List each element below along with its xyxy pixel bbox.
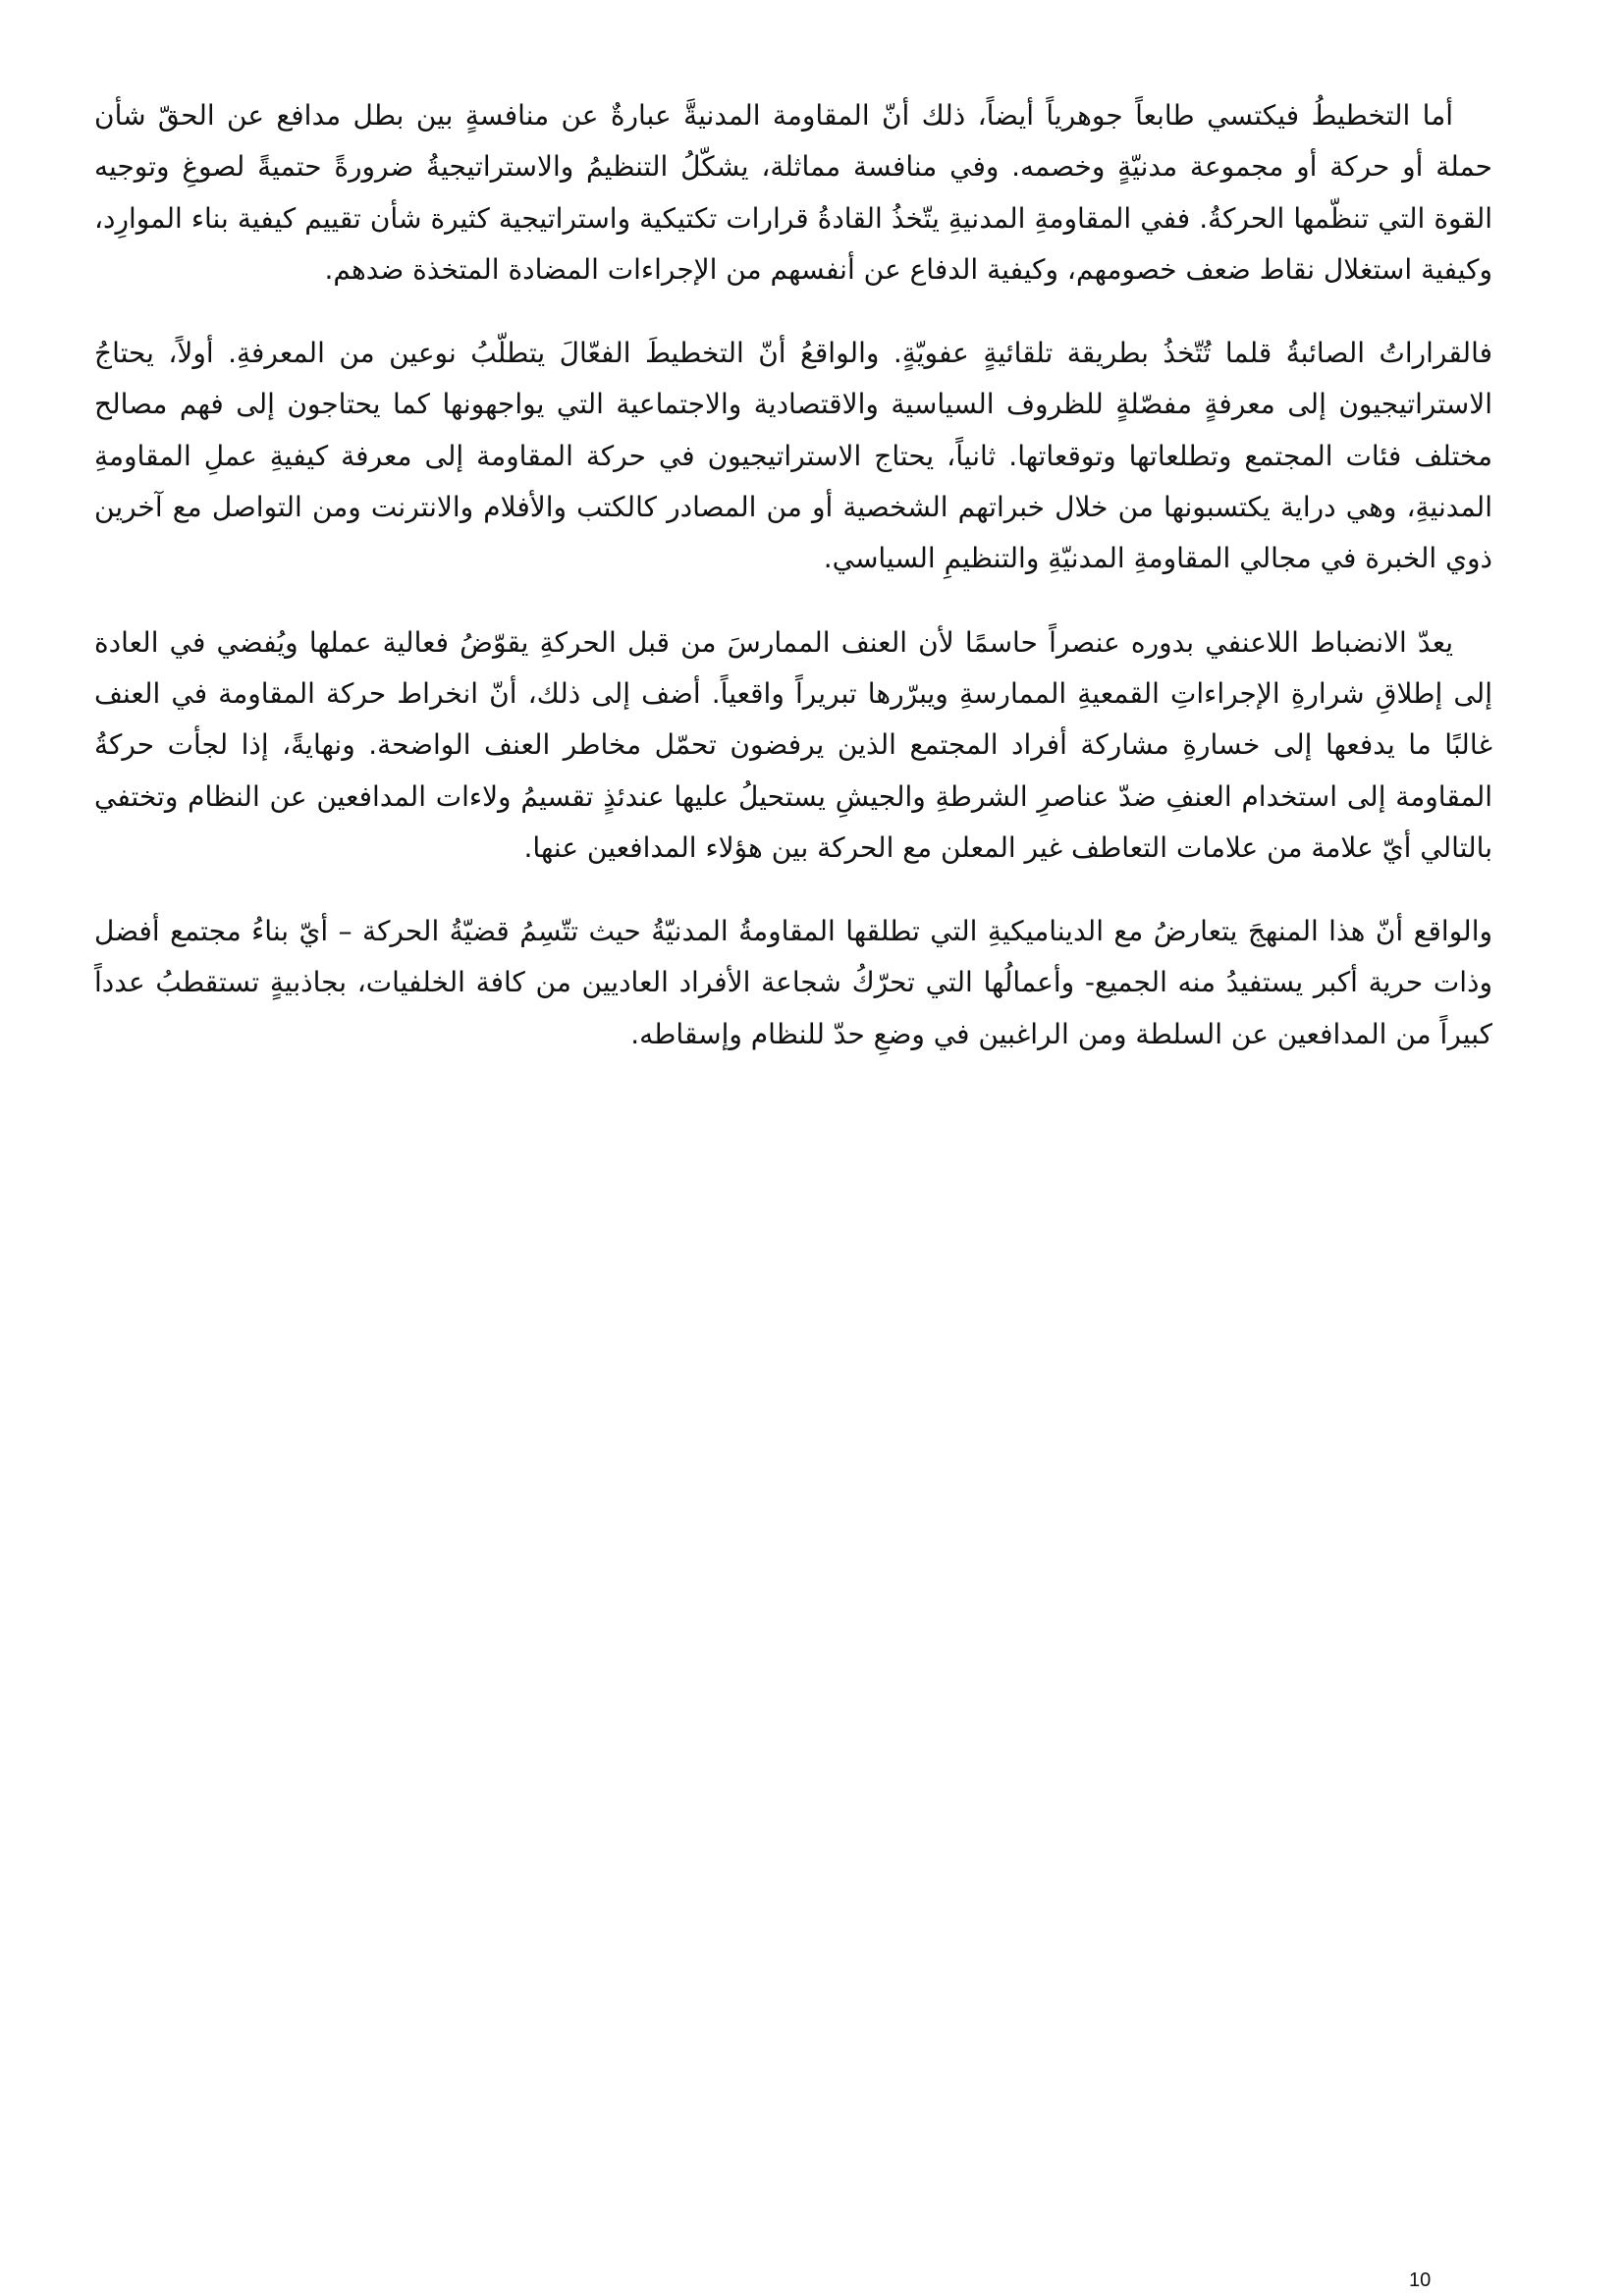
paragraph-planning: أما التخطيطُ فيكتسي طابعاً جوهرياً أيضاً، ذلك أنّ المقاومة المدنيةَّ عبارةٌ عن منافسةٍ بين بطل مدافع عن الحقّ شأن حملة أو حركة أو مجموعة مدنيّةٍ وخصمه. وفي منافسة مماثلة، يشكّلُ التنظيمُ والاستراتيجيةُ ضرورةً حتميةً لصوغِ وتوجيه القوة التي تنظّمها الحركةُ. ففي المقاومةِ المدنيةِ يتّخذُ القادةُ قرارات تكتيكية واستراتيجية كثيرة شأن تقييم كيفية بناء الموارِد، وكيفية استغلال نقاط ضعف خصومهم، وكيفية الدفاع عن أنفسهم من الإجراءات المضادة المتخذة ضدهم.	[94, 99, 1492, 286]
paragraph-nonviolent-discipline: يعدّ الانضباط اللاعنفي بدوره عنصراً حاسمًا لأن العنف الممارسَ من قبل الحركةِ يقوّضُ فعالية عملها ويُفضي في العادة إلى إطلاقِ شرارةِ الإجراءاتِ القمعيةِ الممارسةِ ويبرّرها تبريراً واقعياً. أضف إلى ذلك، أنّ انخراط حركة المقاومة في العنف غالبًا ما يدفعها إلى خسارةِ مشاركة أفراد المجتمع الذين يرفضون تحمّل مخاطر العنف الواضحة. ونهايةً، إذا لجأت حركةُ المقاومة إلى استخدام العنفِ ضدّ عناصرِ الشرطةِ والجيشِ يستحيلُ عليها عندئذٍ تقسيمُ ولاءات المدافعين عن النظام وتختفي بالتالي أيّ علامة من علامات التعاطف غير المعلن مع الحركة بين هؤلاء المدافعين عنها.	[94, 625, 1492, 864]
body-text	[94, 90, 1492, 1093]
paragraph-decisions: فالقراراتُ الصائبةُ قلما تُتّخذُ بطريقة تلقائيةٍ عفويّةٍ. والواقعُ أنّ التخطيطَ الفعّالَ يتطلّبُ نوعين من المعرفةِ. أولاً، يحتاجُ الاستراتيجيون إلى معرفةٍ مفصّلةٍ للظروف السياسية والاقتصادية والاجتماعية التي يواجهونها كما يحتاجون إلى فهم مصالح مختلف فئات المجتمع وتطلعاتها وتوقعاتها. ثانياً، يحتاج الاستراتيجيون في حركة المقاومة إلى معرفة كيفيةِ عملِ المقاومةِ المدنيةِ، وهي دراية يكتسبونها من خلال خبراتهم الشخصية أو من المصادر كالكتب والأفلام والانترنت ومن التواصل مع آخرين ذوي الخبرة في مجالي المقاومةِ المدنيّةِ والتنظيمِ السياسي.	[94, 337, 1492, 575]
page-number: 10	[1409, 2269, 1432, 2291]
paragraph-conclusion: والواقع أنّ هذا المنهجَ يتعارضُ مع الديناميكيةِ التي تطلقها المقاومةُ المدنيّةُ حيث تتّسِمُ قضيّةُ الحركة – أيّ بناءُ مجتمع أفضل وذات حرية أكبر يستفيدُ منه الجميع- وأعمالُها التي تحرّكُ شجاعة الأفراد العاديين من كافة الخلفيات، بجاذبيةٍ تستقطبُ عدداً كبيراً من المدافعين عن السلطة ومن الراغبين في وضعِ حدّ للنظام وإسقاطه.	[94, 915, 1492, 1050]
